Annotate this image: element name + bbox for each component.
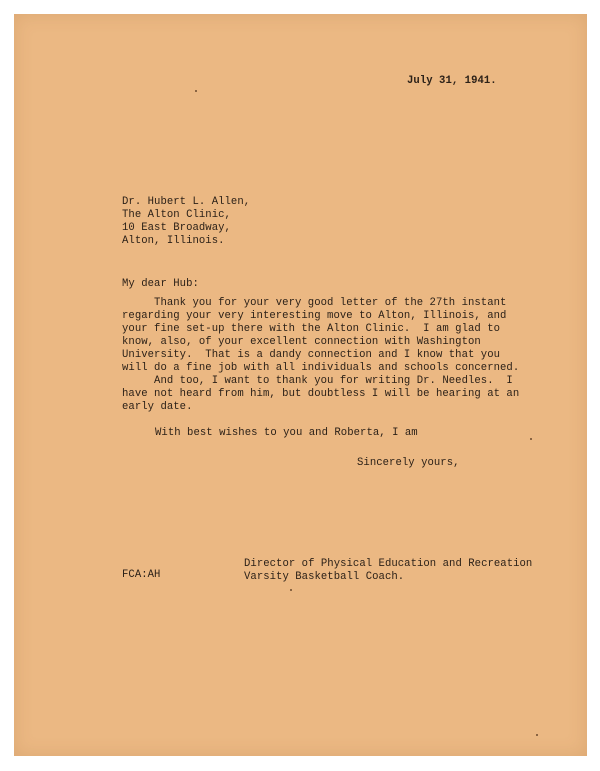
body-paragraph-1 xyxy=(122,297,519,375)
address-line: The Alton Clinic, xyxy=(122,209,231,221)
salutation: My dear Hub: xyxy=(122,278,199,290)
body-paragraph-3: With best wishes to you and Roberta, I am xyxy=(155,427,418,439)
paper-speck xyxy=(536,734,538,736)
complimentary-closing: Sincerely yours, xyxy=(357,457,460,469)
signature-block xyxy=(244,558,532,584)
paragraph-line: have not heard from him, but doubtless I will be hearing at an xyxy=(122,388,520,400)
reference-initials: FCA:AH xyxy=(122,569,161,581)
signature-title: Varsity Basketball Coach. xyxy=(244,571,405,583)
paragraph-line: will do a fine job with all individuals and schools concerned. xyxy=(122,362,520,374)
paragraph-line: know, also, of your excellent connection with Washington xyxy=(122,336,481,348)
paragraph-line: early date. xyxy=(122,401,193,413)
address-line: 10 East Broadway, xyxy=(122,222,231,234)
paragraph-line: Thank you for your very good letter of the 27th instant xyxy=(122,297,507,309)
paragraph-line: And too, I want to thank you for writing Dr. Needles. I xyxy=(122,375,513,387)
address-line: Dr. Hubert L. Allen, xyxy=(122,196,251,208)
paragraph-line: your fine set-up there with the Alton Clinic. I am glad to xyxy=(122,323,501,335)
recipient-address xyxy=(122,196,250,248)
address-line: Alton, Illinois. xyxy=(122,235,225,247)
paper-speck xyxy=(290,589,292,591)
letter-sheet xyxy=(14,14,587,756)
signature-title: Director of Physical Education and Recreation xyxy=(244,558,533,570)
body-paragraph-2 xyxy=(122,375,519,414)
letter-date: July 31, 1941. xyxy=(407,75,497,87)
paper-speck xyxy=(195,90,197,92)
paper-speck xyxy=(530,438,532,440)
paragraph-line: University. That is a dandy connection and I know that you xyxy=(122,349,501,361)
paragraph-line: regarding your very interesting move to Alton, Illinois, and xyxy=(122,310,507,322)
